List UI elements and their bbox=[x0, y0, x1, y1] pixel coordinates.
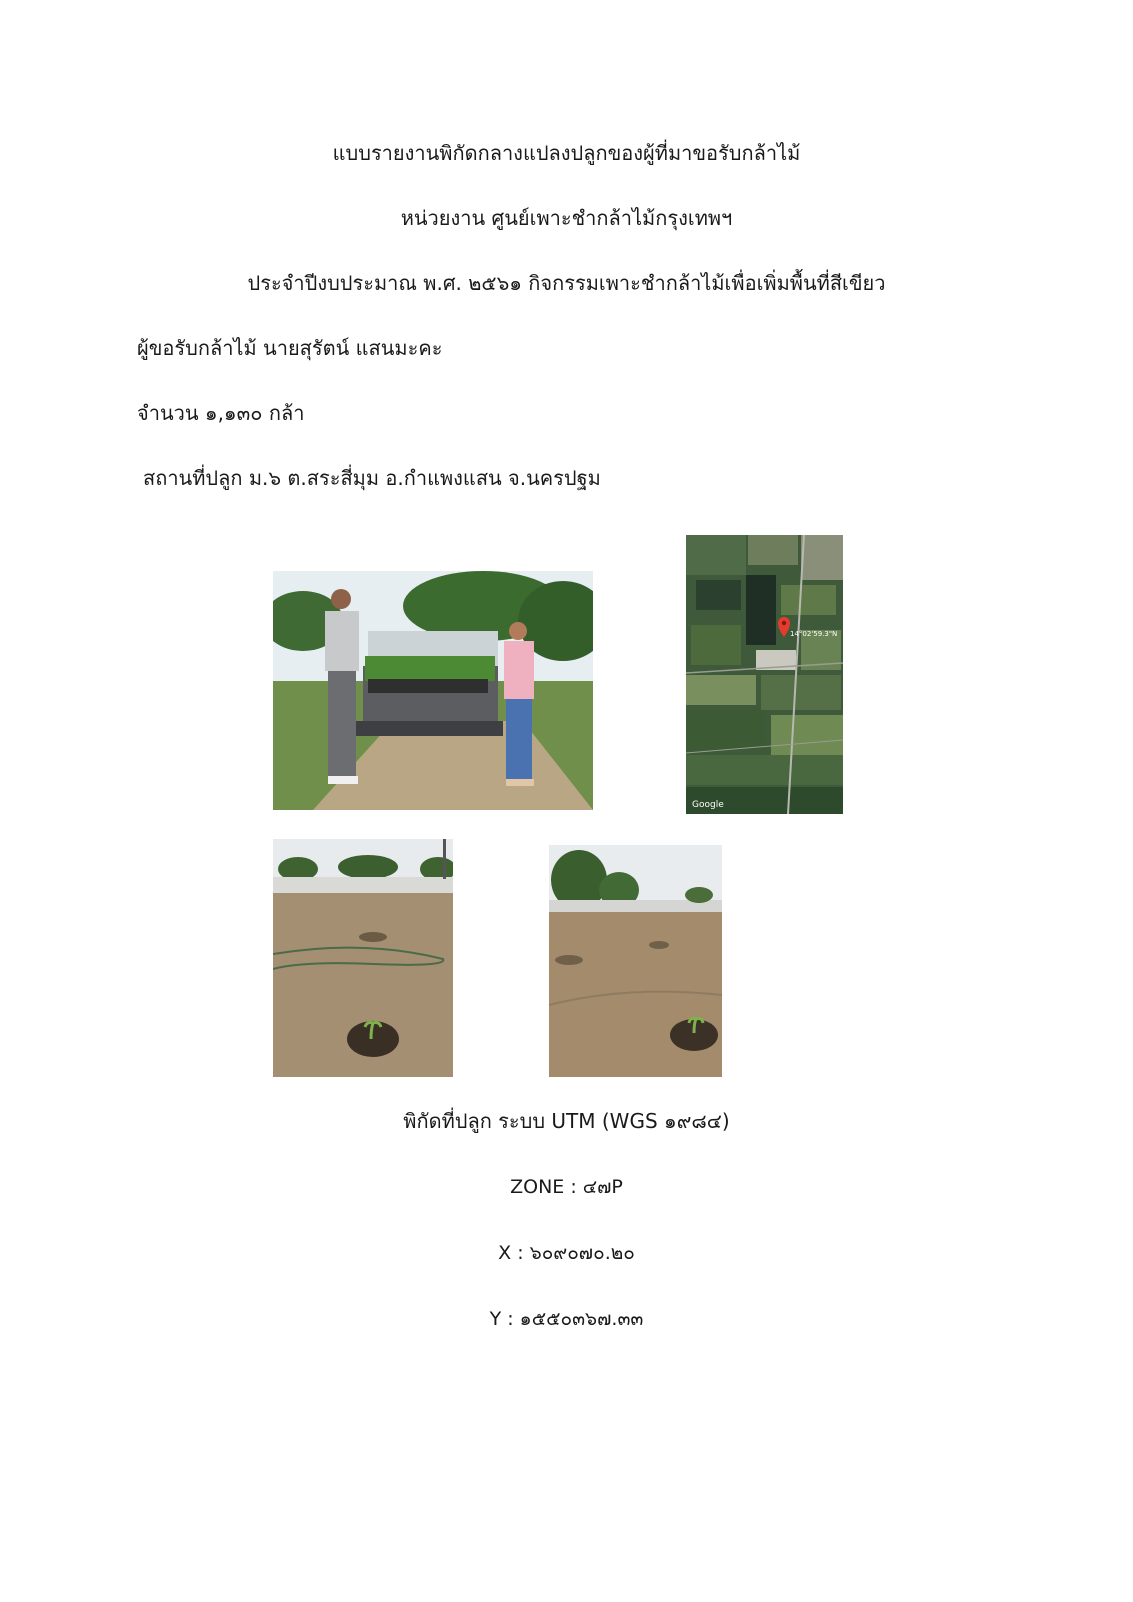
map-pin-label: 14°02'59.3"N bbox=[790, 630, 838, 638]
fiscal-year-line: ประจำปีงบประมาณ พ.ศ. ๒๕๖๑ กิจกรรมเพาะชำกล้าไม้เพื่อเพิ่มพื้นที่สีเขียว bbox=[247, 271, 886, 295]
planting-location-line: สถานที่ปลูก ม.๖ ต.สระสี่มุม อ.กำแพงแสน จ.นครปฐม bbox=[143, 466, 601, 490]
recipient-line: ผู้ขอรับกล้าไม้ นายสุรัตน์ แสนมะคะ bbox=[137, 336, 443, 360]
x-coordinate-line: X : ๖๐๙๐๗๐.๒๐ bbox=[498, 1242, 635, 1264]
report-title: แบบรายงานพิกัดกลางแปลงปลูกของผู้ที่มาขอรับกล้าไม้ bbox=[332, 141, 801, 165]
agency-line: หน่วยงาน ศูนย์เพาะชำกล้าไม้กรุงเทพฯ bbox=[400, 206, 733, 230]
zone-line: ZONE : ๔๗P bbox=[510, 1176, 623, 1198]
amount-line: จำนวน ๑,๑๓๐ กล้า bbox=[137, 401, 305, 425]
y-coordinate-line: Y : ๑๕๕๐๓๖๗.๓๓ bbox=[489, 1308, 644, 1330]
coordinate-heading: พิกัดที่ปลูก ระบบ UTM (WGS ๑๙๘๔) bbox=[403, 1109, 730, 1133]
planting-site-photo-1 bbox=[273, 839, 453, 1077]
google-watermark: Google bbox=[692, 800, 724, 810]
satellite-map-image bbox=[686, 535, 843, 814]
planting-site-photo-2 bbox=[549, 845, 722, 1077]
seedling-handover-photo bbox=[273, 571, 593, 810]
